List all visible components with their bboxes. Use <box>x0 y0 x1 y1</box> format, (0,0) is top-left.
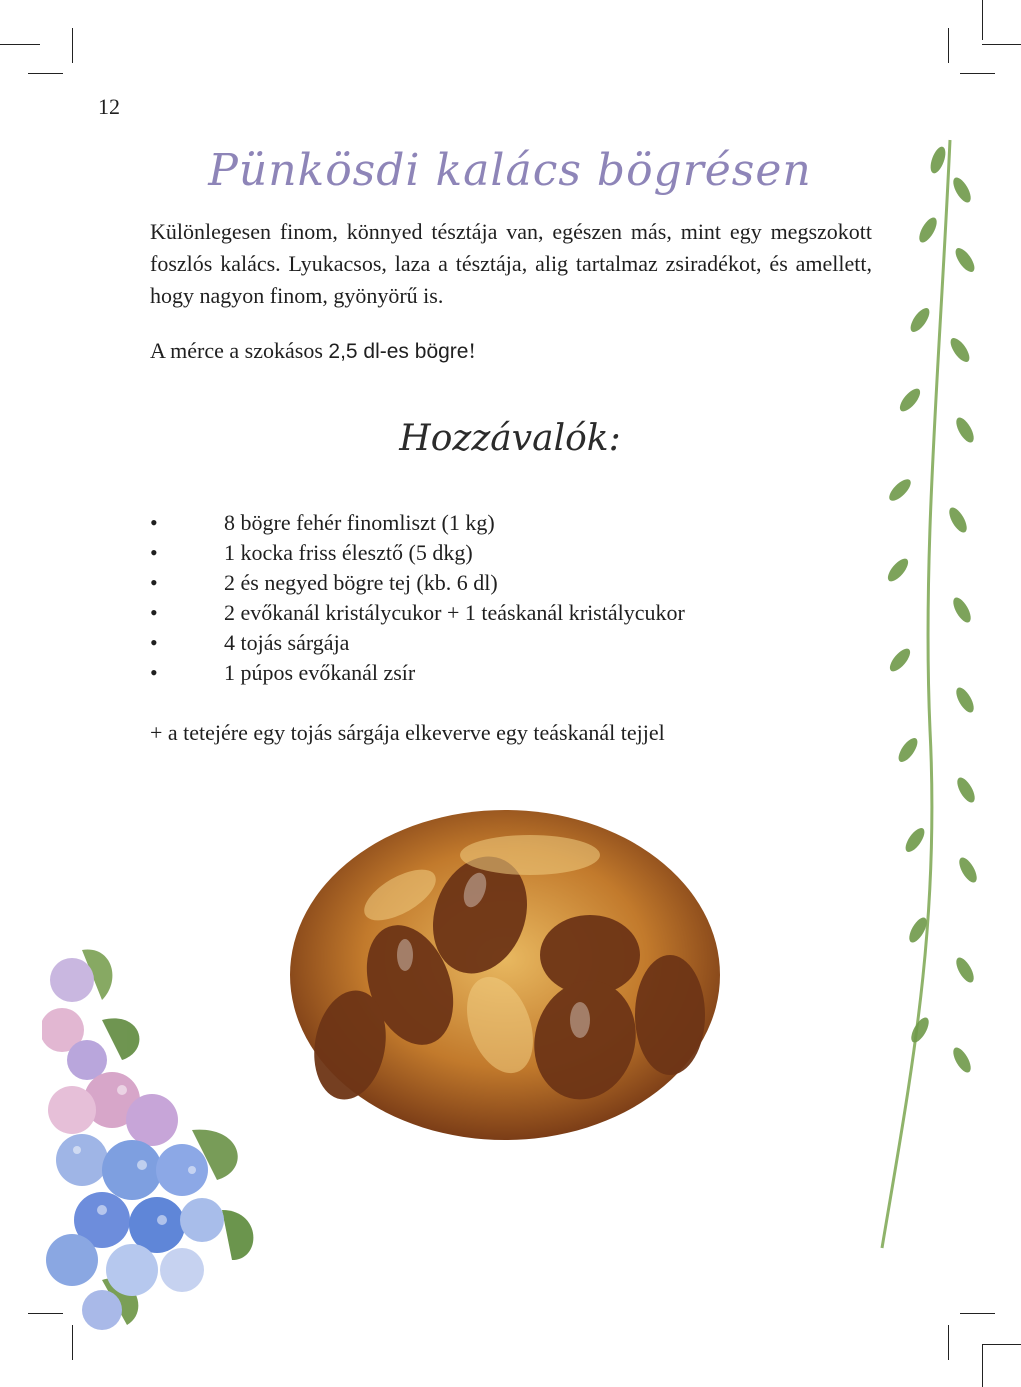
measure-highlight: 2,5 dl-es bögre <box>328 340 469 363</box>
ingredient-text: 2 és negyed bögre tej (kb. 6 dl) <box>224 570 498 595</box>
measure-suffix: ! <box>468 338 476 363</box>
ingredient-text: 4 tojás sárgája <box>224 630 350 655</box>
intro-paragraph: Különlegesen finom, könnyed tésztája van, egészen más, mint egy megszokott foszlós kalács. Lyukacsos, laza a tésztája, alig tartalmaz zsiradékot, és amellett, hogy nagyon finom, gyönyörű is. <box>150 219 872 308</box>
crop-mark <box>982 1344 1021 1345</box>
crop-mark <box>28 73 63 74</box>
hydrangea-illustration <box>42 940 267 1345</box>
ingredients-list <box>150 508 685 688</box>
crop-mark <box>982 0 983 40</box>
vine-illustration <box>870 130 980 1255</box>
list-item <box>150 598 685 628</box>
list-item <box>150 628 685 658</box>
bullet: • <box>150 600 158 625</box>
ingredients-heading: Hozzávalók: <box>399 418 621 459</box>
crop-mark <box>960 73 995 74</box>
bread-illustration <box>280 795 730 1160</box>
ingredient-text: 2 evőkanál kristálycukor + 1 teáskanál kristálycukor <box>224 600 685 625</box>
list-item <box>150 658 685 688</box>
measure-note <box>150 338 476 364</box>
list-item <box>150 538 685 568</box>
page-number: 12 <box>98 94 120 119</box>
crop-mark <box>948 28 949 63</box>
bullet: • <box>150 570 158 595</box>
crop-mark <box>0 44 40 45</box>
topping-note: + a tetejére egy tojás sárgája elkeverve egy teáskanál tejjel <box>150 720 665 745</box>
bullet: • <box>150 510 158 535</box>
bullet: • <box>150 660 158 685</box>
crop-mark <box>960 1313 995 1314</box>
recipe-title: Pünkösdi kalács bögrésen <box>208 145 812 196</box>
ingredient-text: 1 kocka friss élesztő (5 dkg) <box>224 540 473 565</box>
crop-mark <box>72 28 73 63</box>
ingredient-text: 1 púpos evőkanál zsír <box>224 660 416 685</box>
list-item <box>150 568 685 598</box>
crop-mark <box>982 44 1021 45</box>
bullet: • <box>150 540 158 565</box>
crop-mark <box>982 1345 983 1387</box>
ingredient-text: 8 bögre fehér finomliszt (1 kg) <box>224 510 495 535</box>
measure-prefix: A mérce a szokásos <box>150 338 323 363</box>
list-item <box>150 508 685 538</box>
bullet: • <box>150 630 158 655</box>
crop-mark <box>948 1325 949 1360</box>
